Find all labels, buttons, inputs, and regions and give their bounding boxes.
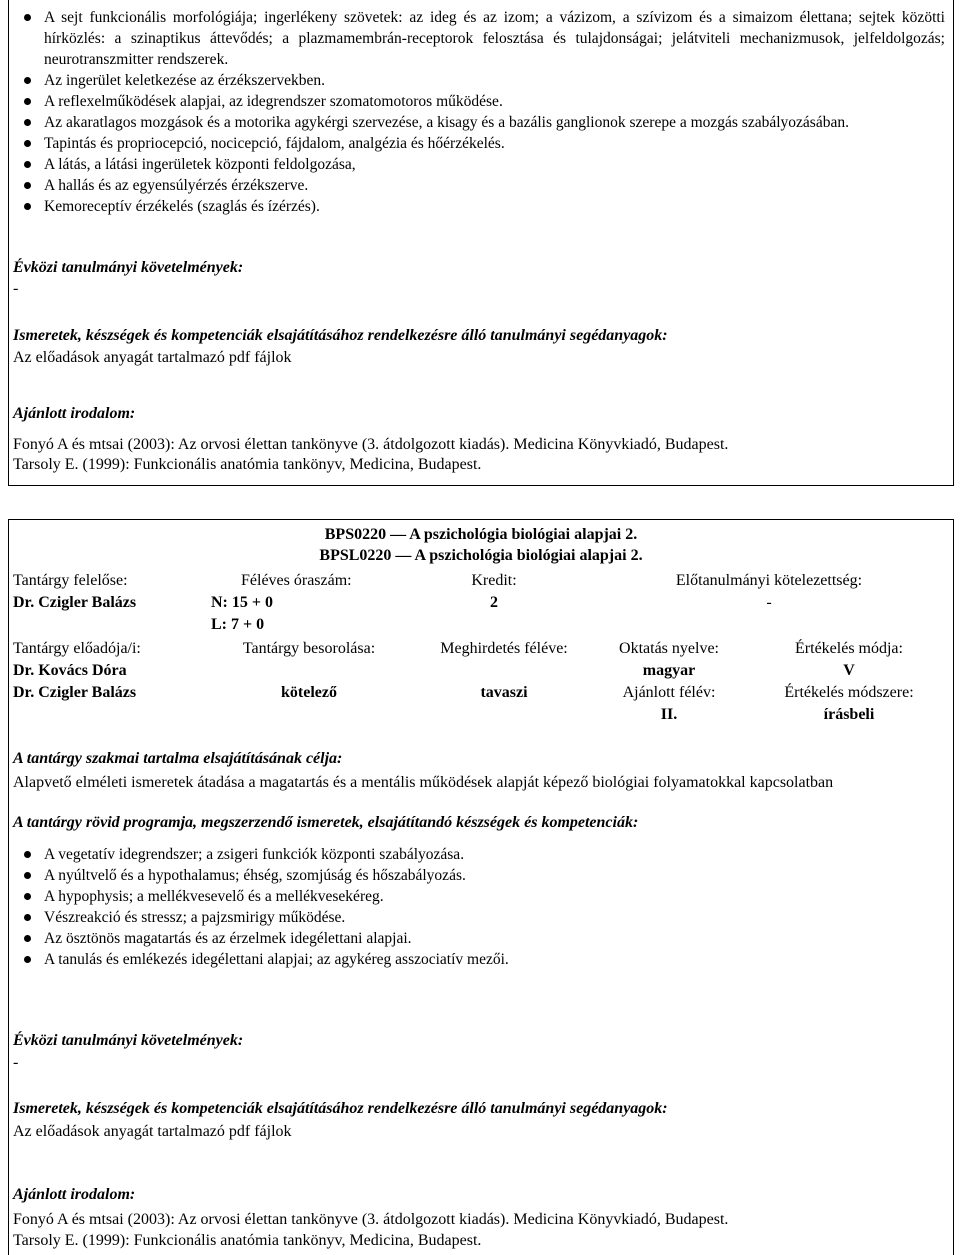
- materials-value: Az előadások anyagát tartalmazó pdf fájlok: [13, 1123, 292, 1140]
- materials-heading: Ismeretek, készségek és kompetenciák elsajátításához rendelkezésre álló tanulmányi segédanyagok:: [13, 327, 668, 344]
- course-title: BPSL0220 — A pszichológia biológiai alapjai 2.: [319, 547, 643, 564]
- list-item: Az ösztönös magatartás és az érzelmek idegélettani alapjai.: [9, 928, 953, 949]
- midterm-value: -: [13, 280, 19, 297]
- prereq-value: -: [766, 594, 772, 611]
- recommended-label: Ajánlott félév:: [622, 684, 716, 701]
- hours-label: Féléves óraszám:: [241, 572, 352, 589]
- literature-item: Tarsoly E. (1999): Funkcionális anatómia tankönyv, Medicina, Budapest.: [13, 456, 482, 473]
- hours-n: N: 15 + 0: [211, 594, 273, 611]
- goal-heading: A tantárgy szakmai tartalma elsajátításának célja:: [13, 750, 343, 767]
- eval-method-value: írásbeli: [823, 706, 875, 723]
- program-heading: A tantárgy rövid programja, megszerzendő ismeretek, elsajátítandó készségek és kompetenciák:: [13, 814, 639, 831]
- list-item: A tanulás és emlékezés idegélettani alapjai; az agykéreg asszociatív mezői.: [9, 949, 953, 970]
- list-item: A látás, a látási ingerületek központi feldolgozása,: [9, 154, 953, 175]
- language-label: Oktatás nyelve:: [619, 640, 719, 657]
- list-item: A hallás és az egyensúlyérzés érzékszerve.: [9, 175, 953, 196]
- goal-value: Alapvető elméleti ismeretek átadása a magatartás és a mentális működések alapját képező biológiai folyamatokkal kapcsolatban: [13, 774, 834, 791]
- semester-label: Meghirdetés féléve:: [440, 640, 568, 657]
- list-item: A nyúltvelő és a hypothalamus; éhség, szomjúság és hőszabályozás.: [9, 865, 953, 886]
- eval-mode-label: Értékelés módja:: [795, 640, 903, 657]
- responsible-label: Tantárgy felelőse:: [13, 572, 128, 589]
- materials-value: Az előadások anyagát tartalmazó pdf fájlok: [13, 349, 292, 366]
- literature-item: Fonyó A és mtsai (2003): Az orvosi élettan tankönyve (3. átdolgozott kiadás). Medicina Könyvkiadó, Budapest.: [13, 1211, 729, 1228]
- literature-heading: Ajánlott irodalom:: [13, 1186, 136, 1203]
- literature-item: Fonyó A és mtsai (2003): Az orvosi élettan tankönyve (3. átdolgozott kiadás). Medicina Könyvkiadó, Budapest.: [13, 436, 729, 453]
- midterm-heading: Évközi tanulmányi követelmények:: [13, 1032, 244, 1049]
- list-item: Az ingerület keletkezése az érzékszervekben.: [9, 70, 953, 91]
- course-title: BPS0220 — A pszichológia biológiai alapjai 2.: [324, 526, 638, 543]
- program-list: [9, 844, 953, 970]
- list-item: Vészreakció és stressz; a pajzsmirigy működése.: [9, 907, 953, 928]
- credit-label: Kredit:: [471, 572, 517, 589]
- midterm-heading: Évközi tanulmányi követelmények:: [13, 259, 244, 276]
- list-item: A hypophysis; a mellékvesevelő és a mellékvesekéreg.: [9, 886, 953, 907]
- literature-item: Tarsoly E. (1999): Funkcionális anatómia tankönyv, Medicina, Budapest.: [13, 1232, 482, 1249]
- lecturer-name: Dr. Kovács Dóra: [13, 662, 127, 679]
- list-item: Az akaratlagos mozgások és a motorika agykérgi szervezése, a kisagy és a bazális ganglionok szerepe a mozgás szabályozásában.: [9, 112, 953, 133]
- list-item: Tapintás és propriocepció, nocicepció, fájdalom, analgézia és hőérzékelés.: [9, 133, 953, 154]
- lecturer-label: Tantárgy előadója/i:: [13, 640, 141, 657]
- prereq-label: Előtanulmányi kötelezettség:: [675, 572, 863, 589]
- lecturer-name: Dr. Czigler Balázs: [13, 684, 137, 701]
- hours-l: L: 7 + 0: [211, 616, 265, 633]
- list-item: A vegetatív idegrendszer; a zsigeri funkciók központi szabályozása.: [9, 844, 953, 865]
- eval-method-label: Értékelés módszere:: [784, 684, 914, 701]
- midterm-value: -: [13, 1054, 19, 1071]
- list-item: Kemoreceptív érzékelés (szaglás és ízérzés).: [9, 196, 953, 217]
- credit-value: 2: [490, 594, 498, 611]
- materials-heading: Ismeretek, készségek és kompetenciák elsajátításához rendelkezésre álló tanulmányi segédanyagok:: [13, 1100, 668, 1117]
- classification-label: Tantárgy besorolása:: [242, 640, 376, 657]
- eval-mode-value: V: [843, 662, 855, 679]
- responsible-name: Dr. Czigler Balázs: [13, 594, 137, 611]
- semester-value: tavaszi: [480, 684, 528, 701]
- literature-heading: Ajánlott irodalom:: [13, 405, 136, 422]
- topic-list: [9, 7, 953, 217]
- language-value: magyar: [642, 662, 696, 679]
- course-section-previous: [8, 0, 954, 486]
- list-item: A sejt funkcionális morfológiája; ingerlékeny szövetek: az ideg és az izom; a vázizom, a szívizom és a simaizom élettana; sejtek közötti hírközlés: a szinaptikus áttevődés; a plazmamembrán-receptorok felosztása és tulajdonságai; jelátviteli mechanizmusok, jelfeldolgozás; neurotranszmitter rendszerek.: [9, 7, 953, 70]
- course-section-bps0220: [8, 519, 954, 1255]
- classification-value: kötelező: [281, 684, 337, 701]
- recommended-value: II.: [660, 706, 678, 723]
- list-item: A reflexelműködések alapjai, az idegrendszer szomatomotoros működése.: [9, 91, 953, 112]
